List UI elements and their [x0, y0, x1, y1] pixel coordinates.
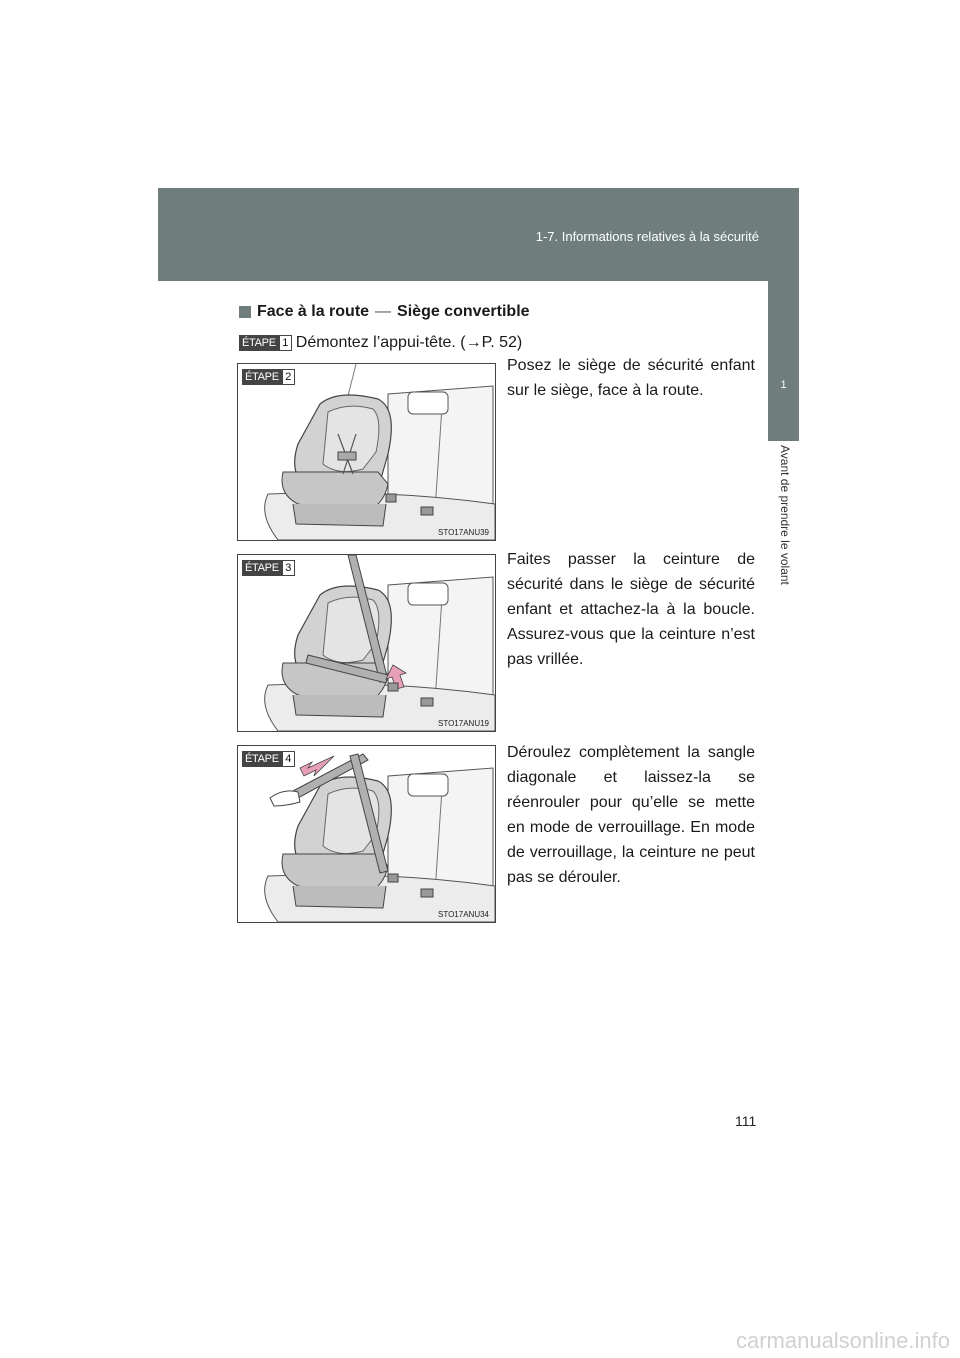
page-number: 111 — [735, 1113, 757, 1129]
section-title-dash: — — [375, 303, 392, 320]
figure-code: STO17ANU39 — [438, 528, 489, 537]
step-4-figure — [237, 745, 496, 923]
figure-code: STO17ANU34 — [438, 910, 489, 919]
chapter-tab-number: 1 — [780, 379, 787, 391]
section-title-main: Face à la route — [257, 303, 370, 320]
step-1 — [239, 334, 522, 352]
chapter-header — [158, 188, 799, 281]
car-seat-lock-illustration — [238, 746, 495, 922]
step-3-figure — [237, 554, 496, 732]
square-bullet-icon — [239, 306, 251, 318]
step-badge-number: 4 — [282, 751, 295, 767]
step-badge-number: 3 — [282, 560, 295, 576]
chapter-tab — [768, 281, 799, 441]
step-badge — [239, 335, 292, 351]
step-badge-word: ÉTAPE — [242, 751, 282, 767]
step-badge-number: 1 — [279, 335, 292, 351]
step-3-text: Faites passer la ceinture de sécurité dans le siège de sécurité enfant et attachez-la à la boucle. Assurez-vous que la ceinture n’est pas vrillée. — [507, 551, 755, 668]
step-badge-word: ÉTAPE — [239, 335, 279, 351]
chapter-title: 1-7. Informations relatives à la sécurité — [535, 229, 759, 244]
step-1-text: Démontez l’appui-tête. (→P. 52) — [295, 334, 523, 351]
watermark-text[interactable]: carmanualsonline.info — [735, 1328, 950, 1353]
section-title-sub: Siège convertible — [397, 303, 530, 320]
step-badge — [242, 369, 295, 385]
step-badge-word: ÉTAPE — [242, 560, 282, 576]
figure-code: STO17ANU19 — [438, 719, 489, 728]
car-seat-belt-illustration — [238, 555, 495, 731]
car-seat-illustration — [238, 364, 495, 540]
step-badge — [242, 751, 295, 767]
step-badge-word: ÉTAPE — [242, 369, 282, 385]
step-2-text: Posez le siège de sécurité enfant sur le siège, face à la route. — [507, 357, 755, 399]
step-badge-number: 2 — [282, 369, 295, 385]
section-title — [239, 303, 530, 321]
step-2-figure — [237, 363, 496, 541]
chapter-side-label: Avant de prendre le volant — [778, 445, 792, 585]
step-4-text: Déroulez complètement la sangle diagonale et laissez-la se réenrouler pour qu’elle se mette en mode de verrouillage. En mode de verrouillage, la ceinture ne peut pas se dérouler. — [507, 744, 755, 886]
watermark-strip — [0, 1318, 960, 1358]
step-badge — [242, 560, 295, 576]
